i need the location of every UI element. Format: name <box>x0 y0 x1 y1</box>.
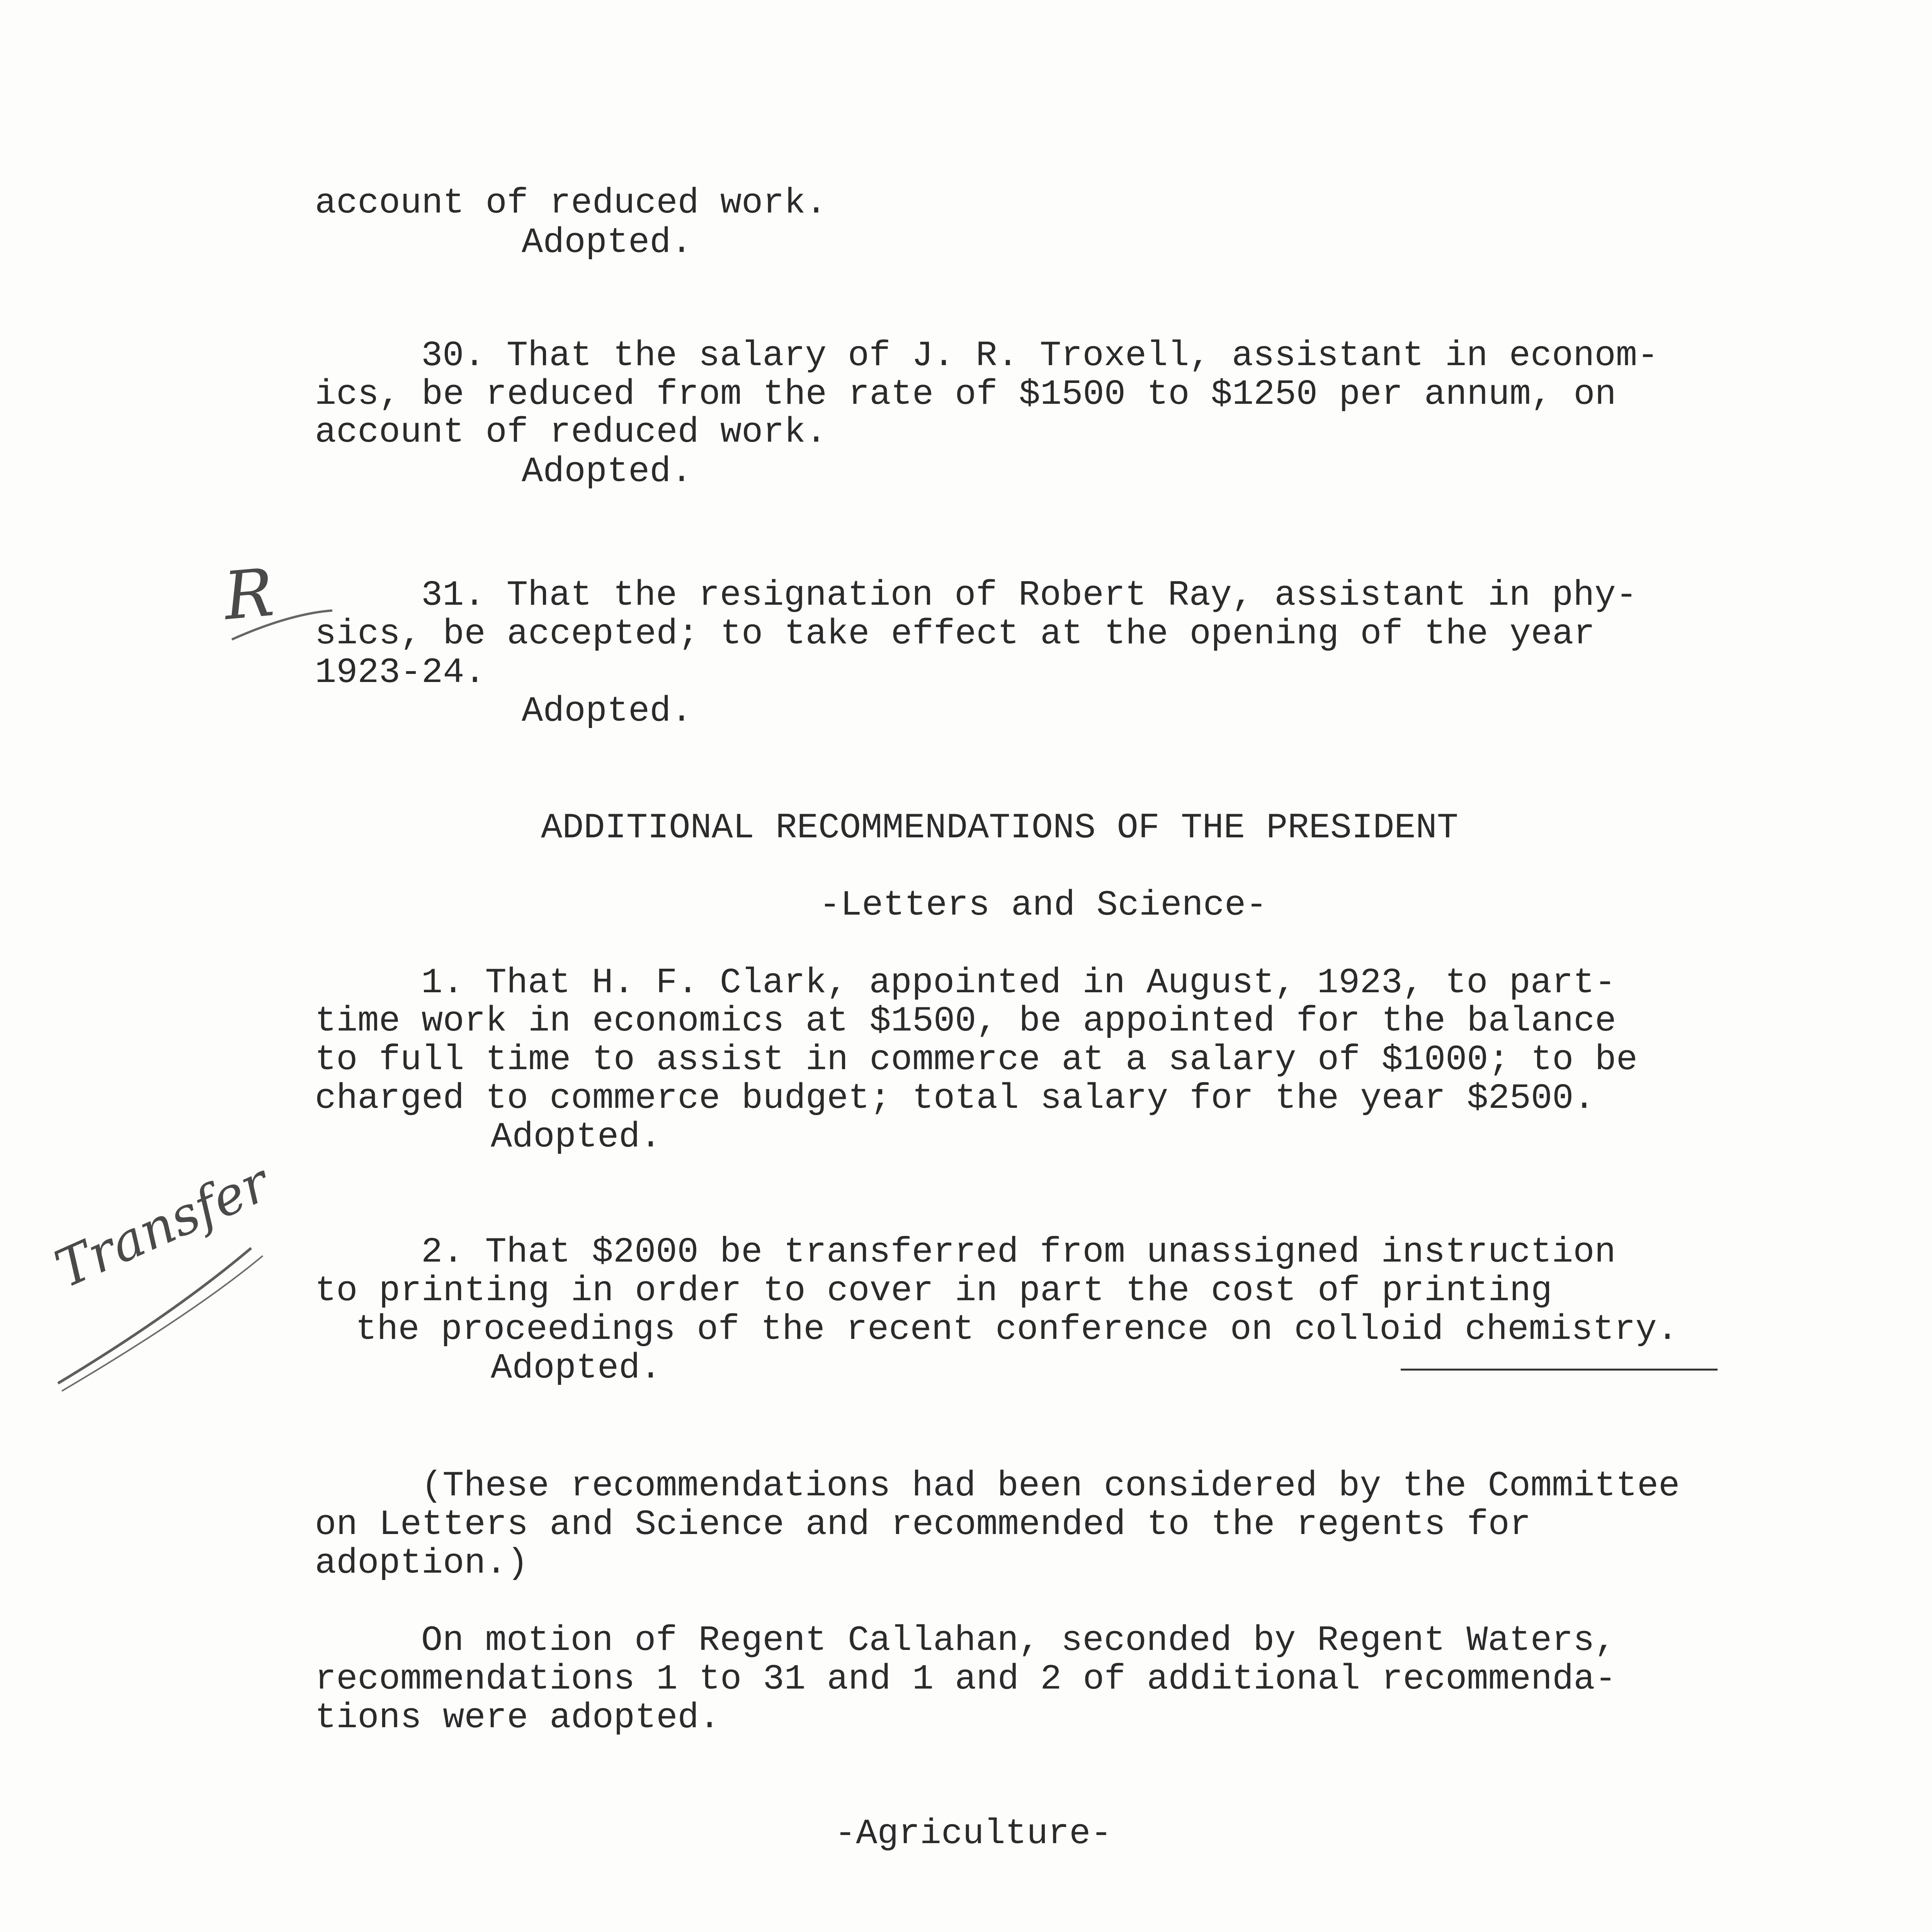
line-3: 30. That the salary of J. R. Troxell, assistant in econom- <box>421 335 1659 376</box>
margin-note-r: R <box>221 554 277 635</box>
subheading-letters-science: -Letters and Science- <box>819 885 1267 925</box>
line-4: ics, be reduced from the rate of $1500 to $1250 per annum, on <box>315 374 1616 415</box>
subheading-agriculture: -Agriculture- <box>835 1813 1112 1854</box>
line-18: 2. That $2000 be transferred from unassigned instruction <box>421 1232 1616 1272</box>
line-14: time work in economics at $1500, be appointed for the balance <box>315 1001 1616 1041</box>
line-8: sics, be accepted; to take effect at the opening of the year <box>315 614 1595 654</box>
line-26: recommendations 1 to 31 and 1 and 2 of additional recommenda- <box>315 1659 1616 1699</box>
margin-note-transfer: Transfer <box>46 1152 278 1300</box>
line-1: account of reduced work. <box>315 183 827 223</box>
line-24: adoption.) <box>315 1543 529 1583</box>
line-16: charged to commerce budget; total salary for the year $2500. <box>315 1078 1595 1119</box>
line-7: 31. That the resignation of Robert Ray, assistant in phy- <box>421 575 1637 616</box>
line-23: on Letters and Science and recommended to the regents for <box>315 1504 1531 1545</box>
line-22: (These recommendations had been considered by the Committee <box>421 1466 1680 1506</box>
line-15: to full time to assist in commerce at a salary of $1000; to be <box>315 1039 1638 1080</box>
line-19: to printing in order to cover in part the cost of printing <box>315 1270 1553 1311</box>
line-25: On motion of Regent Callahan, seconded by Regent Waters, <box>421 1620 1616 1661</box>
line-13: 1. That H. F. Clark, appointed in August, 1923, to part- <box>421 963 1616 1003</box>
line-17: Adopted. <box>491 1117 662 1157</box>
line-5: account of reduced work. <box>315 412 827 452</box>
line-2: Adopted. <box>522 222 692 263</box>
line-10: Adopted. <box>522 691 692 731</box>
line-9: 1923-24. <box>315 652 486 693</box>
line-27: tions were adopted. <box>315 1697 720 1738</box>
line-21: Adopted. <box>491 1348 662 1388</box>
section-heading: ADDITIONAL RECOMMENDATIONS OF THE PRESIDENT <box>541 808 1458 848</box>
line-20: the proceedings of the recent conference on colloid chemistry. <box>355 1309 1678 1350</box>
line-6: Adopted. <box>522 451 692 492</box>
